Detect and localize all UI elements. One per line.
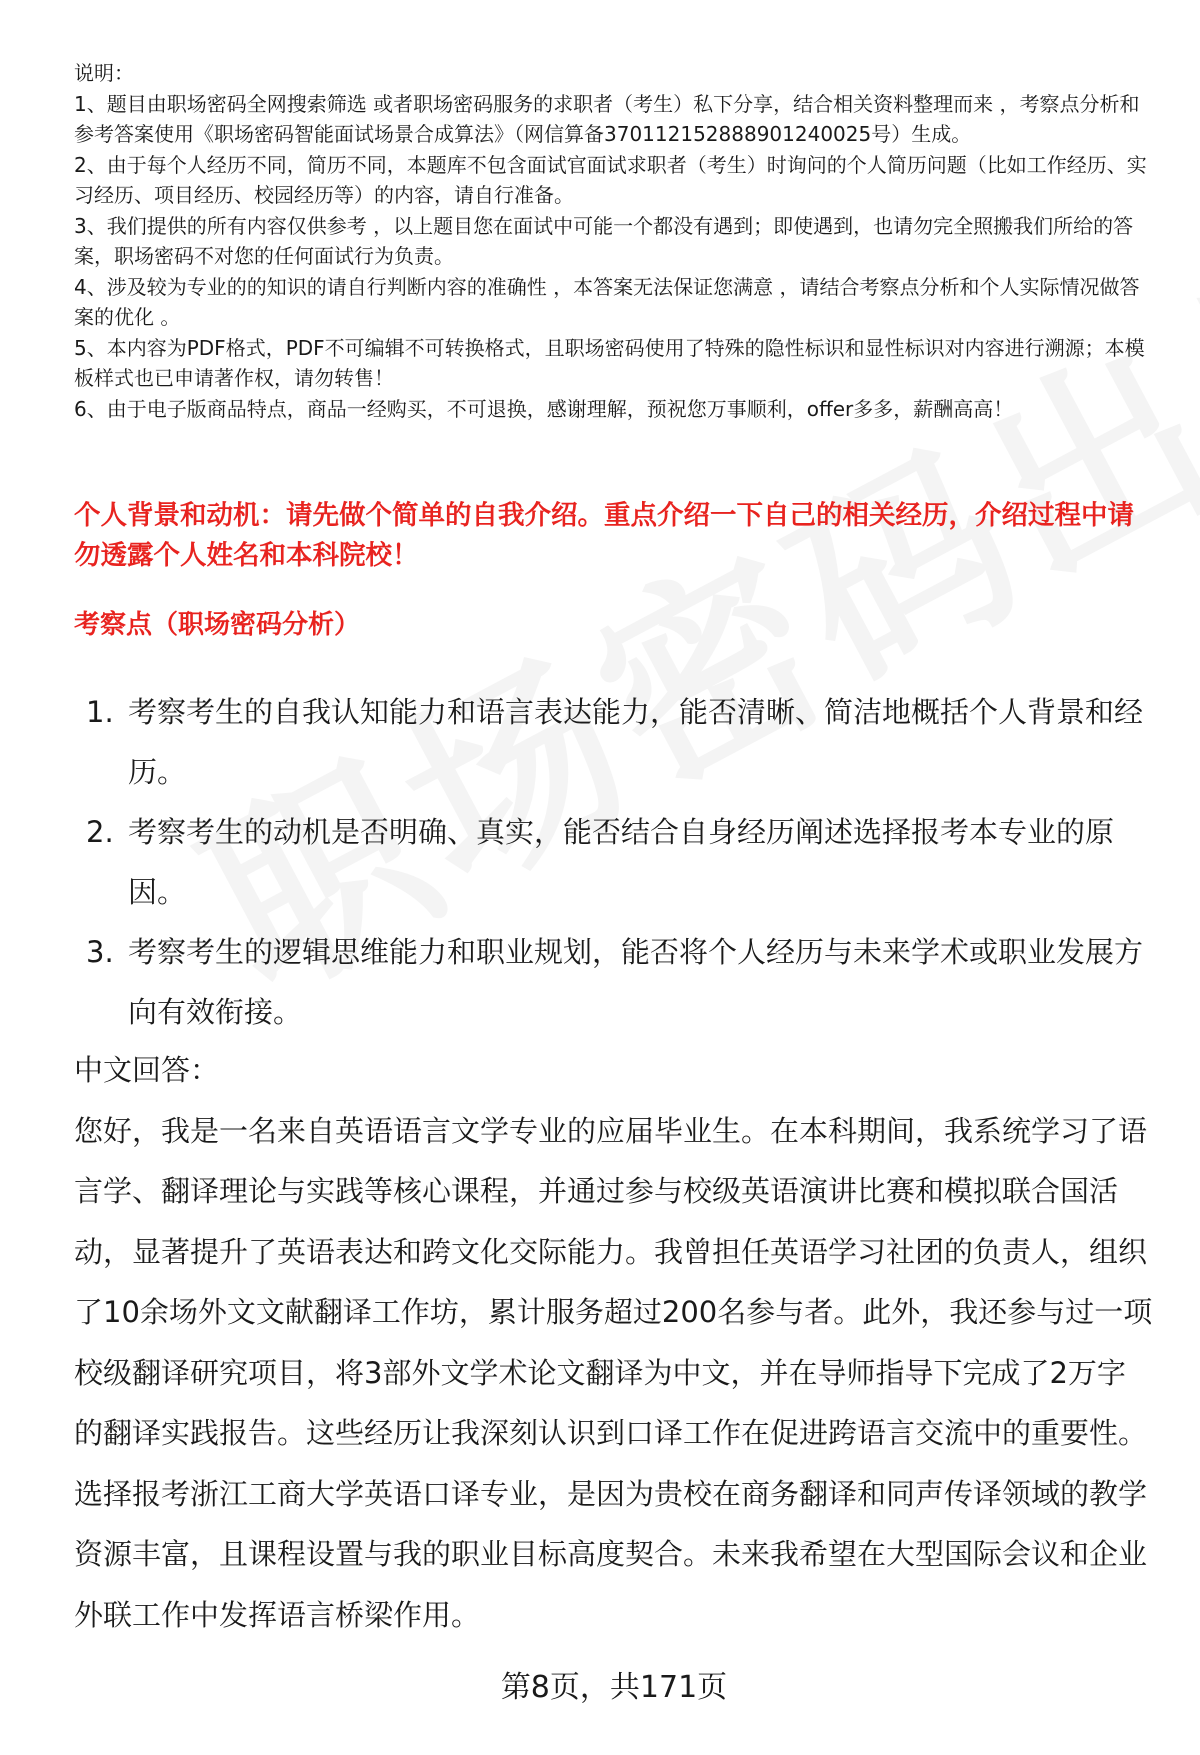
point-number: 2. (86, 815, 114, 849)
point-number: 3. (86, 935, 114, 969)
notes-section (74, 58, 1154, 424)
assessment-point (74, 682, 1154, 802)
point-number: 1. (86, 695, 114, 729)
interview-question: 个人背景和动机：请先做个简单的自我介绍。重点介绍一下自己的相关经历，介绍过程中请勿透露个人姓名和本科院校！ (74, 500, 1134, 571)
notes-heading: 说明： (74, 61, 134, 85)
point-text: 考察考生的动机是否明确、真实，能否结合自身经历阐述选择报考本专业的原因。 (128, 815, 1115, 909)
answer-text: 您好，我是一名来自英语语言文学专业的应届毕业生。在本科期间，我系统学习了语言学、翻译理论与实践等核心课程，并通过参与校级英语演讲比赛和模拟联合国活动，显著提升了英语表达和跨文化交际能力。我曾担任英语学习社团的负责人，组织了10余场外文文献翻译工作坊，累计服务超过200名参与者。此外，我还参与过一项校级翻译研究项目，将3部外文学术论文翻译为中文，并在导师指导下完成了2万字的翻译实践报告。这些经历让我深刻认识到口译工作在促进跨语言交流中的重要性。选择报考浙江工商大学英语口译专业，是因为贵校在商务翻译和同声传译领域的教学资源丰富，且课程设置与我的职业目标高度契合。未来我希望在大型国际会议和企业外联工作中发挥语言桥梁作用。 (74, 1113, 1153, 1632)
note-item-4: 4、涉及较为专业的的知识的请自行判断内容的准确性 ，本答案无法保证您满意 ，请结合考察点分析和个人实际情况做答案的优化 。 (74, 274, 1140, 329)
answer-heading: 中文回答： (74, 1053, 220, 1087)
note-item-2: 2、由于每个人经历不同，简历不同，本题库不包含面试官面试求职者（考生）时询问的个人简历问题（比如工作经历、实习经历、项目经历、校园经历等）的内容，请自行准备。 (74, 152, 1147, 207)
assessment-points-title: 考察点（职场密码分析） (74, 610, 361, 640)
note-item-1: 1、题目由职场密码全网搜索筛选 或者职场密码服务的求职者（考生）私下分享，结合相关资料整理而来 ，考察点分析和参考答案使用《职场密码智能面试场景合成算法》（网信算备370112152888901240025号）生成。 (74, 91, 1140, 146)
note-item-6: 6、由于电子版商品特点，商品一经购买，不可退换，感谢理解，预祝您万事顺利，offer多多，薪酬高高！ (74, 396, 1014, 421)
point-text: 考察考生的自我认知能力和语言表达能力，能否清晰、简洁地概括个人背景和经历。 (128, 695, 1144, 789)
point-text: 考察考生的逻辑思维能力和职业规划，能否将个人经历与未来学术或职业发展方向有效衔接。 (128, 935, 1144, 1029)
note-item-5: 5、本内容为PDF格式，PDF不可编辑不可转换格式，且职场密码使用了特殊的隐性标识和显性标识对内容进行溯源；本模板样式也已申请著作权，请勿转售！ (74, 335, 1145, 390)
assessment-points-list (74, 682, 1154, 1042)
note-item-3: 3、我们提供的所有内容仅供参考 ，以上题目您在面试中可能一个都没有遇到；即使遇到，也请勿完全照搬我们所给的答案，职场密码不对您的任何面试行为负责。 (74, 213, 1134, 268)
page-footer: 第8页，共171页 (500, 1670, 728, 1705)
assessment-point (74, 802, 1154, 922)
assessment-point (74, 922, 1154, 1042)
answer-section (74, 1040, 1154, 1645)
document-page (74, 0, 1154, 1755)
